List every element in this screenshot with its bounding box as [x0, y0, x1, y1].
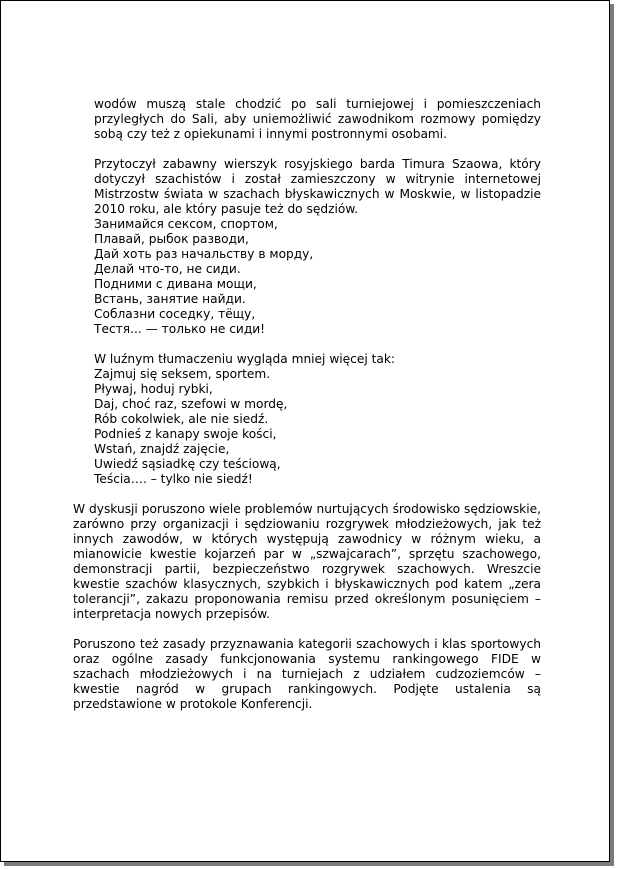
page-content: [73, 97, 541, 712]
poem-polish-line: Daj, choć raz, szefowi w mordę,: [94, 397, 288, 411]
poem-polish-line: Pływaj, hoduj rybki,: [94, 382, 213, 396]
poem-russian-line: Подними с дивана мощи,: [94, 277, 257, 291]
paragraph-2: Przytoczył zabawny wierszyk rosyjskiego barda Timura Szaowa, który dotyczył szachistów i został zamieszczony w witrynie internetowej Mistrzostw świata w szachach błyskawicznych w Moskwie, w listopadzie 2010 roku, ale który pasuje też do sędziów.: [94, 157, 541, 216]
poem-polish-line: Zajmuj się seksem, sportem.: [94, 367, 271, 381]
poem-polish-line: Podnieś z kanapy swoje kości,: [94, 427, 277, 441]
poem-russian-line: Тестя... — только не сиди!: [94, 322, 266, 336]
poem-russian-line: Делай что-то, не сиди.: [94, 262, 241, 276]
paragraph-discussion: W dyskusji poruszono wiele problemów nurtujących środowisko sędziowskie, zarówno przy organizacji i sędziowaniu rozgrywek młodzieżowych, jak też innych zawodów, w których występują zawodnicy w różnym wieku, a mianowicie kwestie kojarzeń par w „szwajcarach”, sprzętu szachowego, demonstracji partii, bezpieczeństwo rozgrywek szachowych. Wreszcie kwestie szachów klasycznych, szybkich i błyskawicznych pod katem „zera tolerancji”, zakazu proponowania remisu przed określonym posunięciem – interpretacja nowych przepisów.: [73, 502, 541, 621]
poem-russian-line: Занимайся сексом, спортом,: [94, 217, 278, 231]
poem-russian-line: Дай хоть раз начальству в морду,: [94, 247, 314, 261]
poem-russian-line: Соблазни соседку, тёщу,: [94, 307, 256, 321]
poem-polish-line: Teścia…. – tylko nie siedź!: [94, 472, 253, 486]
paragraph-translation-intro: W luźnym tłumaczeniu wygląda mniej więcej tak:: [94, 352, 396, 366]
paragraph-1: wodów muszą stale chodzić po sali turniejowej i pomieszczeniach przyległych do Sali, aby uniemożliwić zawodnikom rozmowy pomiędzy sobą czy też z opiekunami i innymi postronnymi osobami.: [94, 97, 541, 141]
poem-polish-line: Uwiedź sąsiadkę czy teściową,: [94, 457, 281, 471]
poem-polish-line: Wstań, znajdź zajęcie,: [94, 442, 230, 456]
poem-polish-line: Rób cokolwiek, ale nie siedź.: [94, 412, 269, 426]
poem-polish: [94, 367, 541, 487]
poem-russian-line: Плавай, рыбок разводи,: [94, 232, 249, 246]
poem-russian-line: Встань, занятие найди.: [94, 292, 246, 306]
poem-russian: [94, 217, 541, 337]
paragraph-rules: Poruszono też zasady przyznawania kategorii szachowych i klas sportowych oraz ogólne zasady funkcjonowania systemu rankingowego FIDE w szachach młodzieżowych i na turniejach z udziałem cudzoziemców – kwestie nagród w grupach rankingowych. Podjęte ustalenia są przedstawione w protokole Konferencji.: [73, 637, 541, 711]
